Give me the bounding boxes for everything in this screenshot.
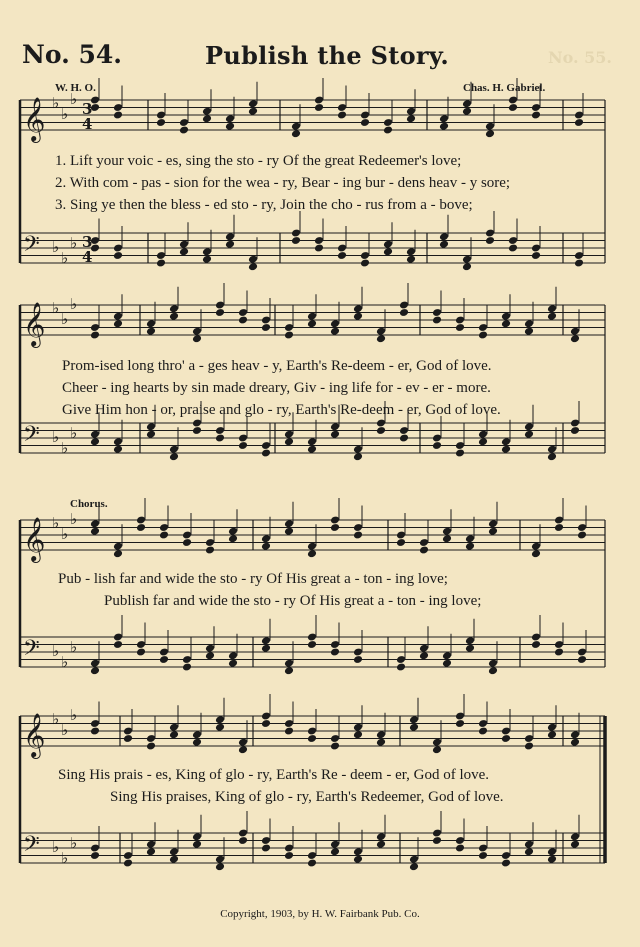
flat-sign-icon: ♭ [61,105,69,123]
flat-sign-icon: ♭ [70,295,78,313]
note-head [455,719,465,728]
flat-sign-icon: ♭ [61,653,69,671]
note-head [399,308,409,317]
note-head [307,734,317,743]
note-head [439,122,449,131]
flat-sign-icon: ♭ [70,834,78,852]
note-head [462,107,472,116]
chorus-line-1-bass: Publish far and wide the sto - ry Of His great a - ton - ing love; [104,593,482,609]
note-head [113,549,123,558]
note-head [202,255,212,264]
note-head [123,858,133,867]
note-head [156,118,166,127]
note-head [442,534,452,543]
note-head [248,107,258,116]
note-head [524,327,534,336]
note-head [307,858,317,867]
note-head [179,125,189,134]
flat-sign-icon: ♭ [70,510,78,528]
flat-sign-icon: ♭ [61,310,69,328]
note-head [570,738,580,747]
note-head [432,745,442,754]
note-head [396,538,406,547]
flat-sign-icon: ♭ [52,428,60,446]
note-head [90,726,100,735]
note-head [169,855,179,864]
note-head [353,452,363,461]
flat-sign-icon: ♭ [61,849,69,867]
note-head [455,843,465,852]
note-head [478,437,488,446]
note-head [307,445,317,454]
flat-sign-icon: ♭ [52,94,60,112]
note-head [488,666,498,675]
note-head [353,530,363,539]
chorus-label: Chorus. [70,498,108,510]
note-head [570,426,580,435]
note-head [439,240,449,249]
note-head [238,745,248,754]
note-head [215,433,225,442]
note-head [419,651,429,660]
time-signature-bottom: 4 [82,248,93,266]
flat-sign-icon: ♭ [52,299,60,317]
note-head [353,730,363,739]
note-head [531,640,541,649]
time-signature-top: 3 [82,233,93,251]
note-head [570,840,580,849]
note-head [409,862,419,871]
note-head [577,655,587,664]
note-head [228,659,238,668]
note-head [90,527,100,536]
note-head [169,312,179,321]
note-head [225,122,235,131]
note-head [314,103,324,112]
flat-sign-icon: ♭ [52,514,60,532]
flat-sign-icon: ♭ [70,638,78,656]
note-head [531,549,541,558]
note-head [554,647,564,656]
note-head [501,445,511,454]
note-head [90,437,100,446]
note-head [376,334,386,343]
note-head [169,730,179,739]
note-head [192,334,202,343]
verse-1-line-2: Prom-ised long thro' a - ges heav - y, Earth's Re-deem - er, God of love. [62,358,492,374]
note-head [261,448,271,457]
note-head [577,530,587,539]
note-head [376,426,386,435]
composer-credit: Chas. H. Gabriel. [463,82,546,94]
treble-clef-icon: 𝄞 [23,517,46,561]
note-head [330,327,340,336]
note-head [524,847,534,856]
note-head [284,437,294,446]
chorus-line-2-soprano: Sing His prais - es, King of glo - ry, Earth's Re - deem - er, God of love. [58,767,490,783]
hymn-number: No. 54. [22,40,122,69]
note-head [383,125,393,134]
note-head [501,734,511,743]
treble-clef-icon: 𝄞 [23,97,46,141]
note-head [547,855,557,864]
note-head [531,110,541,119]
note-head [146,430,156,439]
verse-3-line-2: Give Him hon - or, praise and glo - ry, Earth's Re-deem - er, God of love. [62,402,501,418]
note-head [547,452,557,461]
note-head [238,836,248,845]
note-head [215,723,225,732]
note-head [113,319,123,328]
note-head [478,330,488,339]
note-head [307,319,317,328]
flat-sign-icon: ♭ [52,838,60,856]
note-head [432,441,442,450]
note-head [337,110,347,119]
note-head [419,545,429,554]
hymn-title: Publish the Story. [205,41,450,70]
note-head [284,851,294,860]
note-head [524,741,534,750]
note-head [485,236,495,245]
note-head [353,655,363,664]
note-head [261,323,271,332]
note-head [478,851,488,860]
note-head [123,734,133,743]
note-head [508,103,518,112]
note-head [238,441,248,450]
note-head [169,452,179,461]
note-head [202,114,212,123]
note-head [261,542,271,551]
flat-sign-icon: ♭ [61,721,69,739]
flat-sign-icon: ♭ [70,706,78,724]
note-head [376,738,386,747]
bass-clef-icon: 𝄢 [23,422,40,452]
note-head [261,644,271,653]
time-signature-bottom: 4 [82,115,93,133]
note-head [399,433,409,442]
note-head [179,247,189,256]
bleed-through-text: No. 55. [548,48,612,67]
note-head [524,430,534,439]
note-head [146,847,156,856]
note-head [574,258,584,267]
note-head [330,647,340,656]
note-head [225,240,235,249]
note-head [113,445,123,454]
note-head [442,659,452,668]
note-head [113,251,123,260]
note-head [574,118,584,127]
verse-2-line-2: Cheer - ing hearts by sin made dreary, Giv - ing life for - ev - er - more. [62,380,491,396]
note-head [432,836,442,845]
note-head [261,843,271,852]
flat-sign-icon: ♭ [70,424,78,442]
note-head [330,523,340,532]
flat-sign-icon: ♭ [70,90,78,108]
note-head [455,323,465,332]
note-head [248,262,258,271]
note-head [406,255,416,264]
note-head [570,334,580,343]
note-head [547,730,557,739]
note-head [478,726,488,735]
flat-sign-icon: ♭ [61,525,69,543]
note-head [488,527,498,536]
note-head [307,640,317,649]
note-head [547,312,557,321]
note-head [113,640,123,649]
note-head [136,523,146,532]
note-head [192,738,202,747]
treble-clef-icon: 𝄞 [23,302,46,346]
note-head [455,448,465,457]
bass-clef-icon: 𝄢 [23,832,40,862]
note-head [554,523,564,532]
flat-sign-icon: ♭ [52,642,60,660]
note-head [238,315,248,324]
note-head [330,847,340,856]
note-head [291,129,301,138]
note-head [159,655,169,664]
flat-sign-icon: ♭ [52,710,60,728]
note-head [409,723,419,732]
note-head [465,542,475,551]
flat-sign-icon: ♭ [61,439,69,457]
note-head [205,545,215,554]
note-head [215,862,225,871]
note-head [284,726,294,735]
note-head [485,129,495,138]
note-head [353,855,363,864]
note-head [113,110,123,119]
bass-clef-icon: 𝄢 [23,636,40,666]
note-head [90,666,100,675]
note-head [284,330,294,339]
note-head [284,527,294,536]
flat-sign-icon: ♭ [70,234,78,252]
flat-sign-icon: ♭ [61,249,69,267]
note-head [314,243,324,252]
note-head [261,719,271,728]
note-head [501,319,511,328]
note-head [182,662,192,671]
note-head [159,530,169,539]
author-credit: W. H. O. [55,82,96,94]
note-head [360,258,370,267]
note-head [508,243,518,252]
note-head [146,741,156,750]
note-head [432,315,442,324]
chorus-line-2-bass: Sing His praises, King of glo - ry, Earth's Redeemer, God of love. [110,789,504,805]
note-head [396,662,406,671]
note-head [501,858,511,867]
verse-2-line-1: 2. With com - pas - sion for the wea - ry, Bear - ing bur - dens heav - y sore; [55,175,511,191]
note-head [330,741,340,750]
note-head [360,118,370,127]
note-head [228,534,238,543]
note-head [156,258,166,267]
note-head [307,549,317,558]
note-head [205,651,215,660]
note-head [146,327,156,336]
verse-1-line-1: 1. Lift your voic - es, sing the sto - ry Of the great Redeemer's love; [55,153,462,169]
note-head [182,538,192,547]
note-head [192,426,202,435]
note-head [465,644,475,653]
note-head [376,840,386,849]
note-head [90,851,100,860]
note-head [462,262,472,271]
treble-clef-icon: 𝄞 [23,713,46,757]
flat-sign-icon: ♭ [52,238,60,256]
note-head [531,251,541,260]
note-head [330,430,340,439]
note-head [284,666,294,675]
time-signature-top: 3 [82,100,93,118]
note-head [136,647,146,656]
bass-clef-icon: 𝄢 [23,232,40,262]
chorus-line-1-soprano: Pub - lish far and wide the sto - ry Of His great a - ton - ing love; [58,571,448,587]
verse-3-line-1: 3. Sing ye then the bless - ed sto - ry, Join the cho - rus from a - bove; [55,197,473,213]
note-head [215,308,225,317]
copyright-notice: Copyright, 1903, by H. W. Fairbank Pub. Co. [220,908,420,920]
note-head [192,840,202,849]
note-head [353,312,363,321]
note-head [406,114,416,123]
note-head [90,330,100,339]
note-head [383,247,393,256]
note-head [337,251,347,260]
note-head [291,236,301,245]
